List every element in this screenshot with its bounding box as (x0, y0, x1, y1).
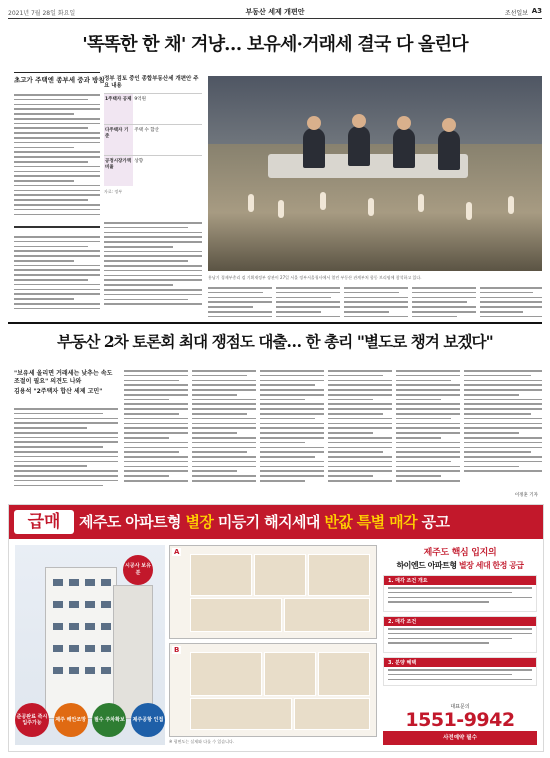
raised-hand (508, 196, 514, 214)
ad-headline-text: 공고 (416, 513, 450, 531)
article1-column-5 (344, 287, 408, 319)
phone-number[interactable]: 1551-9942 (405, 709, 515, 731)
policy-table (104, 76, 202, 218)
photo-backdrop (208, 76, 542, 144)
building-window (101, 623, 111, 630)
ad-feature-badges (15, 703, 165, 737)
building-window (69, 645, 79, 652)
photo-person-head (442, 118, 456, 132)
building-window (53, 601, 63, 608)
ad-urgent-tag: 급매 (14, 510, 74, 534)
ad-info-section (383, 575, 537, 612)
issue-date: 2021년 7월 28일 화요일 (8, 10, 76, 17)
plan-room (264, 652, 316, 696)
article2-headline[interactable]: 부동산 2차 토론회 최대 쟁점도 대출… 한 총리 "별도로 챙겨 보겠다" (57, 332, 493, 351)
ad-seal: 시공사 보유분 (123, 555, 153, 585)
table-row (104, 156, 202, 187)
photo-person (393, 128, 415, 168)
photo-person-head (307, 116, 321, 130)
building-window (101, 667, 111, 674)
ad-info-section-body (384, 667, 536, 685)
table-row (104, 125, 202, 156)
section-divider (8, 322, 542, 324)
feature-badge: 제주공항 인접 (131, 703, 165, 737)
building-window (101, 579, 111, 586)
building-window (69, 623, 79, 630)
ad-headline (79, 511, 537, 533)
plan-room (190, 652, 262, 696)
subhead-rule (14, 72, 100, 73)
ad-contact[interactable] (383, 703, 537, 730)
building-window (101, 601, 111, 608)
ad-banner (9, 505, 543, 539)
ad-info-section (383, 657, 537, 686)
floor-plan-b (169, 643, 377, 737)
raised-hand (248, 194, 254, 212)
ad-headline-highlight: 반값 특별 매각 (324, 513, 417, 531)
article2-column-7 (464, 370, 542, 488)
ad-headline-highlight: 별장 (185, 513, 214, 531)
plan-room (284, 598, 370, 632)
article1-subhead: 초고가 주택엔 종부세 중과 방침 (14, 76, 105, 84)
plan-room (190, 598, 282, 632)
ad-headline-text: 제주도 아파트형 (79, 513, 186, 531)
table-cell-label: 1주택자 공제 (104, 94, 133, 125)
section-title: 부동산 세제 개편안 (245, 8, 305, 16)
ad-headline-text: 미등기 해지세대 (213, 513, 325, 531)
ad-info-section-title: 2. 매각 조건 (384, 617, 536, 626)
raised-hand (368, 198, 374, 216)
article2-byline: 이정훈 기자 (514, 493, 538, 498)
photo-person-head (397, 116, 411, 130)
building-window (53, 623, 63, 630)
phone-label: 대표문의 (450, 704, 470, 710)
policy-table-grid (104, 93, 202, 186)
building-annex (113, 585, 153, 719)
table-row (104, 94, 202, 125)
table-cell-label: 다주택자 기준 (104, 125, 133, 156)
policy-table-note: 자료: 정부 (104, 189, 123, 194)
plan-room (294, 698, 370, 730)
building-window (85, 601, 95, 608)
newspaper-brand: 조선일보 (504, 10, 528, 17)
floor-plan-label: B (174, 646, 180, 654)
article2-column-2 (124, 370, 188, 494)
article1-column-3 (208, 287, 272, 319)
ad-info-subtitle-highlight: 별장 세대 한정 공급 (458, 561, 524, 570)
ad-info-section-title: 1. 매각 조건 개요 (384, 576, 536, 585)
feature-badge: 준공완료 즉시입주가능 (15, 703, 49, 737)
page-number: A3 (531, 7, 542, 15)
raised-hand (418, 194, 424, 212)
raised-hand (320, 192, 326, 210)
plan-room (254, 554, 306, 596)
article1-column-6 (412, 287, 476, 319)
article1-headline[interactable]: '똑똑한 한 채' 겨냥… 보유세·거래세 결국 다 올린다 (82, 34, 468, 55)
article2-subhead-2: 김용석 "2주택자 합산 세제 고민" (14, 388, 103, 395)
ad-info-section-title: 3. 분양 혜택 (384, 658, 536, 667)
table-cell-value: 9억원 (133, 94, 202, 125)
ad-info-section-body (384, 585, 536, 611)
floor-plan-label: A (174, 548, 180, 556)
article2-column-5 (328, 370, 392, 494)
article1-column-1 (14, 94, 100, 224)
masthead (8, 6, 542, 19)
ad-info-section (383, 616, 537, 653)
plan-room (308, 554, 370, 596)
building-window (53, 667, 63, 674)
article2-column-3 (192, 370, 256, 494)
article1-subhead-2 (14, 226, 100, 236)
floor-plans (169, 545, 377, 745)
ad-info-subtitle-text: 하이엔드 아파트형 (396, 561, 459, 570)
floor-plan-a (169, 545, 377, 639)
article2-column-1 (14, 408, 118, 496)
building-window (53, 579, 63, 586)
raised-hand (466, 202, 472, 220)
article1-column-2 (104, 222, 202, 316)
table-cell-value: 상향 (133, 156, 202, 187)
building-window (85, 667, 95, 674)
building-window (69, 579, 79, 586)
photo-person (348, 126, 370, 166)
ad-info-title: 제주도 핵심 입지의 (423, 548, 497, 558)
floor-plan-footnote: ※ 평면도는 실제와 다를 수 있습니다. (169, 739, 235, 744)
press-conference-photo (208, 76, 542, 271)
photo-person (438, 130, 460, 170)
building-window (101, 645, 111, 652)
ad-footer-bar: 사전예약 필수 (383, 731, 537, 745)
article2-subhead: "보유세 올리면 거래세는 낮추는 속도 조절이 필요" 의견도 나와 (14, 370, 113, 385)
building-window (53, 645, 63, 652)
plan-room (190, 554, 252, 596)
article1-column-7 (480, 287, 542, 319)
real-estate-advertisement[interactable] (8, 504, 544, 752)
article2-column-6 (396, 370, 460, 494)
building-window (69, 667, 79, 674)
ad-info-section-body (384, 626, 536, 652)
building-window (85, 645, 95, 652)
ad-info-subtitle (383, 560, 537, 571)
article1-column-4 (276, 287, 340, 319)
building-window (85, 579, 95, 586)
article1-column-1b (14, 236, 100, 316)
plan-room (318, 652, 370, 696)
feature-badge: 필수 주차확보 (92, 703, 126, 737)
plan-room (190, 698, 292, 730)
photo-caption: 홍남기 경제부총리 겸 기획재정부 장관이 27일 서울 정부서울청사에서 열린 부동산 관계부처 합동 브리핑에 참석하고 있다. (208, 275, 422, 280)
article2-column-4 (260, 370, 324, 494)
table-cell-label: 공정시장가액비율 (104, 156, 133, 187)
table-cell-value: 주택 수 합산 (133, 125, 202, 156)
photo-person-head (352, 114, 366, 128)
building-window (85, 623, 95, 630)
photo-person (303, 128, 325, 168)
policy-table-title: 정부 검토 중인 종합부동산세 개편안 주요 내용 (104, 76, 199, 89)
feature-badge: 제주 해안조망 (54, 703, 88, 737)
raised-hand (278, 200, 284, 218)
building-tower (45, 567, 117, 719)
building-window (69, 601, 79, 608)
